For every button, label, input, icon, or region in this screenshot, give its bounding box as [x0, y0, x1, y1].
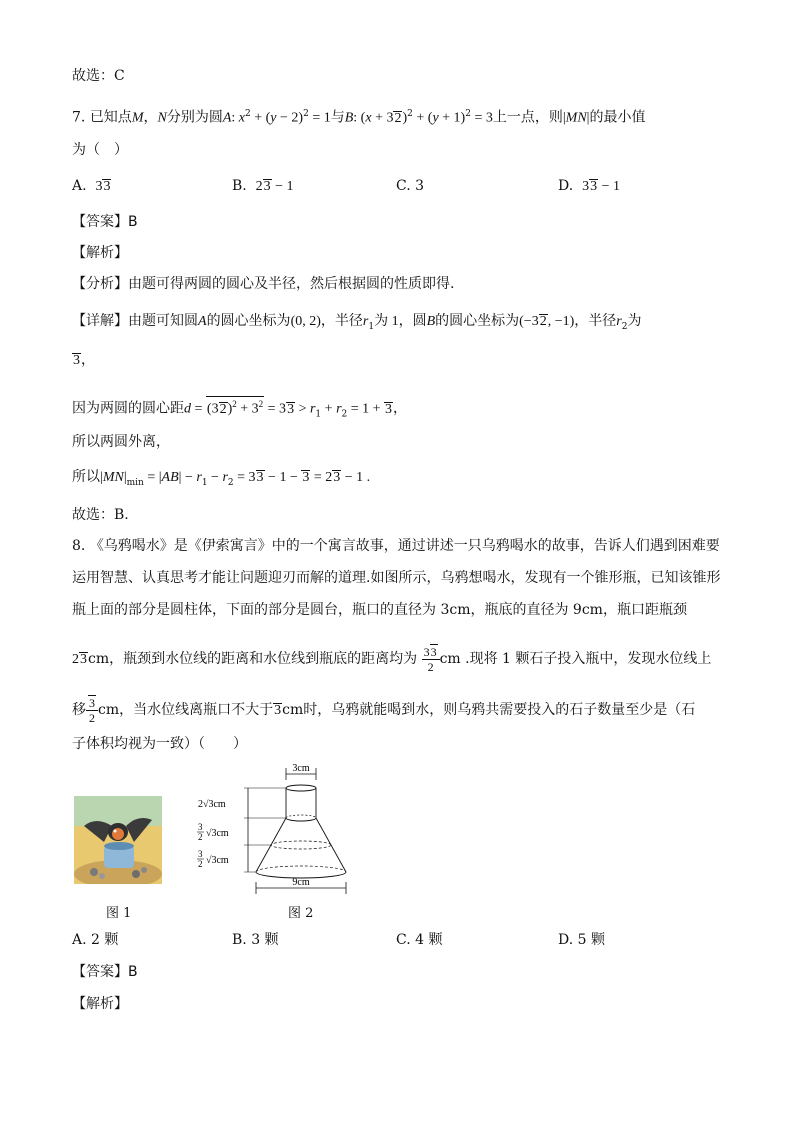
- q8-analysis-heading: 【解析】: [72, 996, 128, 1012]
- q7-fenxi: 【分析】由题可得两圆的圆心及半径，然后根据圆的性质即得.: [72, 276, 455, 292]
- q7-stem-line1: 7. 已知点M，N分别为圆A: $x^2 + (y - 2)^2 = 1$与B: $(x + 32)^2 + (y + 1)^2 = 3$上一点，则|MN|的最小值: [72, 109, 646, 126]
- q7-distance-line: 因为两圆的圆心距$d = (32)^2 + 3^2 = 33 > r_1 + r_2 = 1 + 3$，: [72, 396, 407, 424]
- q8-option-d: D. 5 颗: [558, 932, 605, 948]
- q7-number: 7.: [72, 109, 86, 126]
- svg-text:2√3cm: 2√3cm: [198, 799, 226, 810]
- q8-line6: 子体积均视为一致）（ ）: [72, 736, 247, 752]
- svg-text:√3cm: √3cm: [206, 828, 229, 839]
- q8-option-a: A. 2 颗: [72, 932, 119, 948]
- q8-option-b: B. 3 颗: [232, 932, 279, 948]
- q8-line4: 23cm，瓶颈到水位线的距离和水位线到瓶底的距离均为 $\frac{33}{2}$ cm .现将 1 颗石子投入瓶中，发现水位线上: [72, 645, 712, 674]
- q7-option-b: B. 23 − 1: [232, 178, 294, 194]
- q7-outer-line: 所以两圆外离，: [72, 434, 170, 450]
- q7-conclusion: 故选：B.: [72, 507, 129, 523]
- q7-option-a: A. 33: [72, 178, 111, 194]
- figure1-caption: 图 1: [106, 906, 132, 921]
- q7-min-line: 所以$|MN|_{min} = |AB| - r_1 - r_2 = 33 - 1 - 3 = 23 - 1$ .: [72, 469, 371, 488]
- svg-text:2: 2: [198, 859, 203, 869]
- q8-answer: 【答案】B: [72, 964, 138, 980]
- svg-text:√3cm: √3cm: [206, 855, 229, 866]
- crow-illustration: [74, 796, 162, 884]
- svg-text:3: 3: [198, 822, 203, 832]
- q7-stem-line2: 为（ ）: [72, 142, 128, 158]
- q8-line1: 8. 《乌鸦喝水》是《伊索寓言》中的一个寓言故事，通过讲述一只乌鸦喝水的故事，告诉人们遇到困难要: [72, 538, 720, 554]
- svg-text:3: 3: [198, 849, 203, 859]
- bottom-diameter-label: 9cm: [292, 877, 310, 888]
- q7-analysis-heading: 【解析】: [72, 245, 128, 261]
- previous-answer: 故选：C: [72, 68, 125, 84]
- q7-xiangjie-line2: 3，: [73, 352, 95, 368]
- q7-xiangjie-line1: 【详解】由题可知圆A的圆心坐标为(0, 2)，半径$r_1$为 1，圆B的圆心坐标为(−32, −1)，半径$r_2$为: [72, 313, 642, 332]
- top-diameter-label: 3cm: [292, 763, 310, 774]
- q8-line5: 移 $\frac{3}{2}$ cm，当水位线离瓶口不大于3cm时，乌鸦就能喝到水，则乌鸦共需要投入的石子数量至少是（石: [72, 696, 696, 725]
- q7-option-d: D. 33 − 1: [558, 178, 620, 194]
- q7-answer: 【答案】B: [72, 214, 138, 230]
- q8-line3: 瓶上面的部分是圆柱体，下面的部分是圆台，瓶口的直径为 3cm，瓶底的直径为 9cm，瓶口距瓶颈: [72, 602, 687, 618]
- q8-option-c: C. 4 颗: [396, 932, 443, 948]
- bottle-diagram: [190, 760, 370, 900]
- q8-line2: 运用智慧、认真思考才能让问题迎刃而解的道理.如图所示，乌鸦想喝水，发现有一个锥形瓶，已知该锥形: [72, 570, 721, 586]
- svg-text:2: 2: [198, 832, 203, 842]
- figure2-caption: 图 2: [288, 906, 314, 921]
- q7-option-c: C. 3: [396, 178, 425, 194]
